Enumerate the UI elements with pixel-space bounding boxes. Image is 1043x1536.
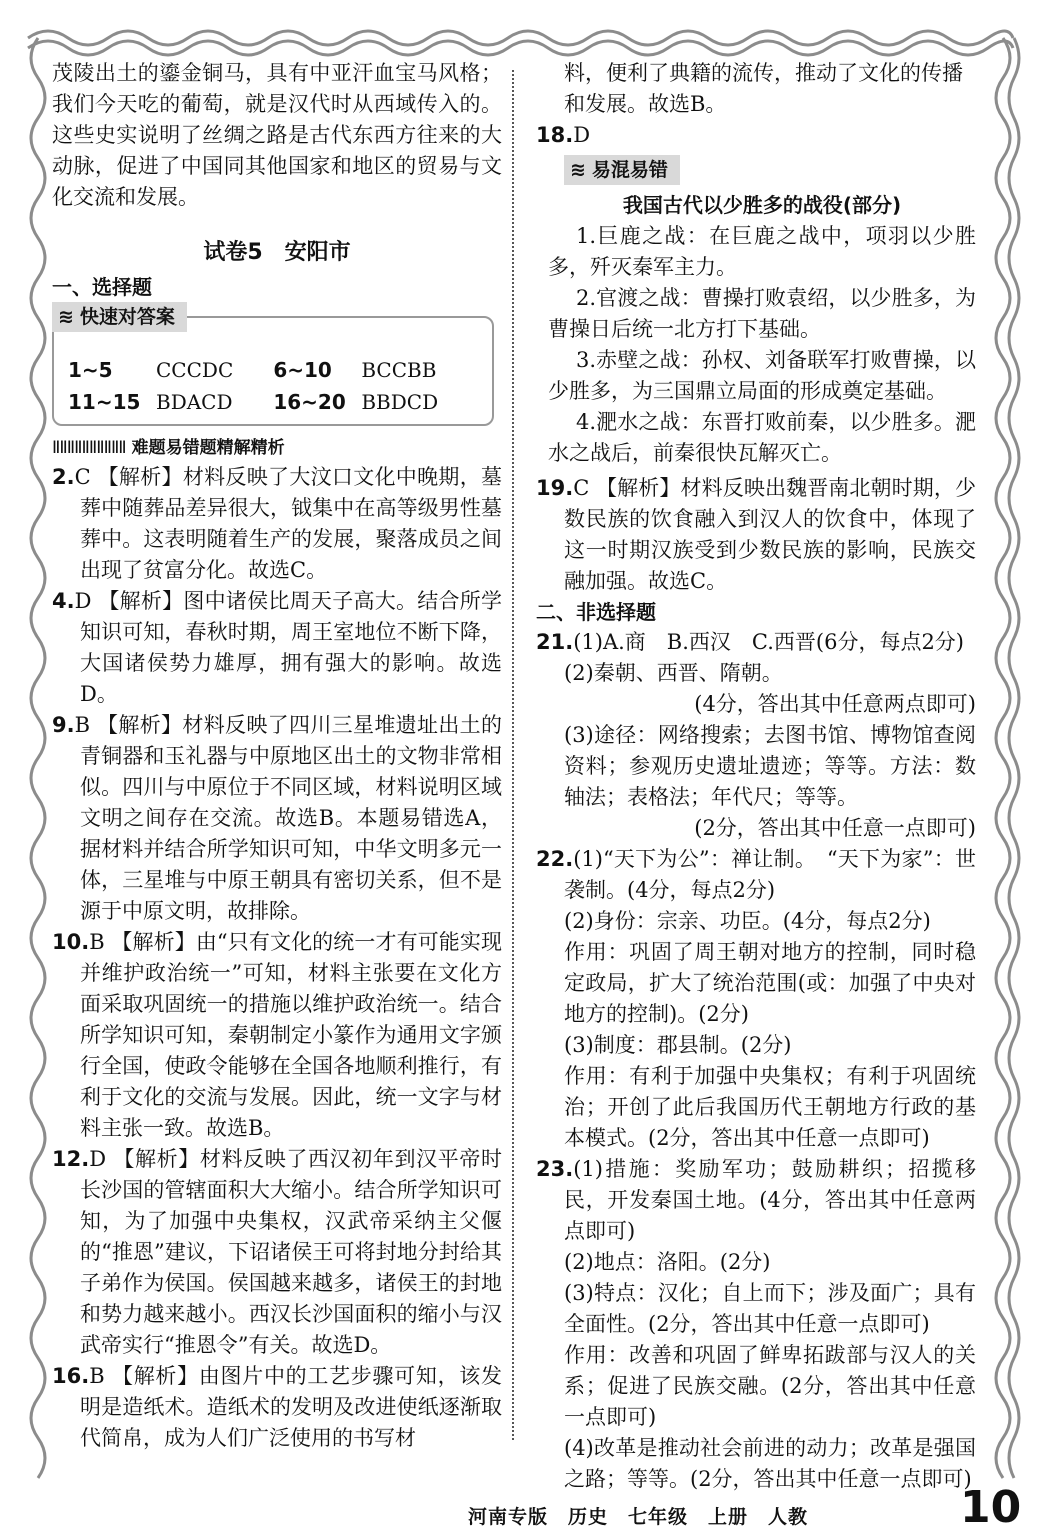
list-item: 4.淝水之战：东晋打败前秦，以少胜多。淝水之战后，前秦很快瓦解灭亡。 [548,410,976,465]
section-choice-title: 一、选择题 [52,275,152,299]
quick-answer-tag: ≋ 快速对答案 [52,302,187,332]
table-row: 11~15 BDACD 16~20 BBDCD [68,390,439,414]
question-item: 9.B 【解析】材料反映了四川三星堆遗址出土的青铜器和玉礼器与中原地区出土的文物非常相似。四川与中原位于不同区域，材料说明区域文明之间存在交流。故选B。本题易错选A，据材料并结合所学知识可知，中华文明多元一体，三星堆与中原王朝具有密切关系，但不是源于中原文明，故排除。 [52,713,502,923]
question-item: 23.(1)措施：奖励军功；鼓励耕织；招揽移民，开发秦国土地。(4分，答出其中任意两点即可) [536,1157,976,1243]
question-item: 12.D 【解析】材料反映了西汉初年到汉平帝时长沙国的管辖面积大大缩小。结合所学知识可知，为了加强中央集权，汉武帝采纳主父偃的“推恩”建议，下诏诸侯王可将封地分封给其子弟作为侯国。侯国越来越多，诸侯王的封地和势力越来越小。西汉长沙国面积的缩小与汉武帝实行“推恩令”有关。故选D。 [52,1147,502,1357]
paper-title: 试卷5 安阳市 [203,240,351,265]
question-item: 4.D 【解析】图中诸侯比周天子高大。结合所学知识可知，春秋时期，周王室地位不断下降，大国诸侯势力雄厚，拥有强大的影响。故选D。 [52,589,502,706]
answer-line: (4)改革是推动社会前进的动力；改革是强国之路；等等。(2分，答出其中任意一点即可) [564,1436,976,1491]
question-item: 16.B 【解析】由图片中的工艺步骤可知，该发明是造纸术。造纸术的发明及改进使纸逐渐取代简帛，成为人们广泛使用的书写材 [52,1364,502,1450]
answer-line: (2分，答出其中任意一点即可) [694,816,976,840]
answer-line: 作用：改善和巩固了鲜卑拓跋部与汉人的关系；促进了民族交融。(2分，答出其中任意一点即可) [564,1343,976,1429]
wave-icon: ≋ [570,159,586,181]
page-number: 10 [960,1482,1022,1533]
question-item: 2.C 【解析】材料反映了大汶口文化中晚期，墓葬中随葬品差异很大，钺集中在高等级男性墓葬中。这表明随着生产的发展，聚落成员之间出现了贫富分化。故选C。 [52,465,502,582]
page-footer [0,1482,1043,1533]
left-column [52,58,502,1454]
question-16-continuation: 料，便利了典籍的流传，推动了文化的传播和发展。故选B。 [564,61,963,116]
answer-line: (4分，答出其中任意两点即可) [694,692,976,716]
answer-line: 作用：巩固了周王朝对地方的控制，同时稳定政局，扩大了统治范围(或：加强了中央对地方的控制)。(2分) [564,940,976,1026]
answer-line: (3)特点：汉化；自上而下；涉及面广；具有全面性。(2分，答出其中任意一点即可) [564,1281,976,1336]
question-item: 22.(1)“天下为公”：禅让制。 “天下为家”：世袭制。(4分，每点2分) [536,847,976,902]
section-nonchoice-title: 二、非选择题 [536,600,656,624]
answer-line: (2)地点：洛阳。(2分) [564,1250,771,1274]
question-item: 21.(1)A.商 B.西汉 C.西晋(6分，每点2分) [536,630,964,654]
confusable-box [536,189,976,469]
list-item: 2.官渡之战：曹操打败袁绍，以少胜多，为曹操日后统一北方打下基础。 [548,286,976,341]
question-item: 10.B 【解析】由“只有文化的统一才有可能实现并维护政治统一”可知，材料主张要在文化方面采取巩固统一的措施以维护政治统一。结合所学知识可知，秦朝制定小篆作为通用文字颁行全国，使政令能够在全国各地顺利推行，有利于文化的交流与发展。因此，统一文字与材料主张一致。故选B。 [52,930,502,1140]
answer-line: (3)途径：网络搜索；去图书馆、博物馆查阅资料；参观历史遗址遗迹；等等。方法：数轴法；表格法；年代尺；等等。 [564,723,976,809]
list-item: 3.赤壁之战：孙权、刘备联军打败曹操，以少胜多，为三国鼎立局面的形成奠定基础。 [548,348,976,403]
quick-answer-box [52,316,494,426]
column-divider [512,70,514,1440]
confusable-tag: ≋ 易混易错 [564,155,680,185]
footer-info: 河南专版 历史 七年级 上册 人教 [468,1506,809,1528]
dotted-line-decoration: ⅡⅡⅡⅡⅡⅡⅡⅡⅡⅡ [52,438,126,458]
right-column [536,58,976,1495]
intro-paragraph: 茂陵出土的鎏金铜马，具有中亚汗血宝马风格；我们今天吃的葡萄，就是汉代时从西域传入的。这些史实说明了丝绸之路是古代东西方往来的大动脉，促进了中国同其他国家和地区的贸易与文化交流和发展。 [52,61,502,209]
question-item: 19.C 【解析】材料反映出魏晋南北朝时期，少数民族的饮食融入到汉人的饮食中，体现了这一时期汉族受到少数民族的影响，民族交融加强。故选C。 [536,476,976,593]
question-item: 18.D [536,123,591,147]
wave-icon: ≋ [58,306,74,328]
table-row: 1~5 CCCDC 6~10 BCCBB [68,358,437,382]
answer-line: (2)秦朝、西晋、隋朝。 [564,661,783,685]
list-item: 1.巨鹿之战：在巨鹿之战中，项羽以少胜多，歼灭秦军主力。 [548,224,976,279]
answer-line: 作用：有利于加强中央集权；有利于巩固统治；开创了此后我国历代王朝地方行政的基本模式。(2分，答出其中任意一点即可) [564,1064,976,1150]
hard-questions-title: ⅡⅡⅡⅡⅡⅡⅡⅡⅡⅡ 难题易错题精解精析 [52,438,285,458]
answer-line: (3)制度：郡县制。(2分) [564,1033,792,1057]
answer-line: (2)身份：宗亲、功臣。(4分，每点2分) [564,909,931,933]
confusable-title: 我国古代以少胜多的战役(部分) [622,193,902,217]
